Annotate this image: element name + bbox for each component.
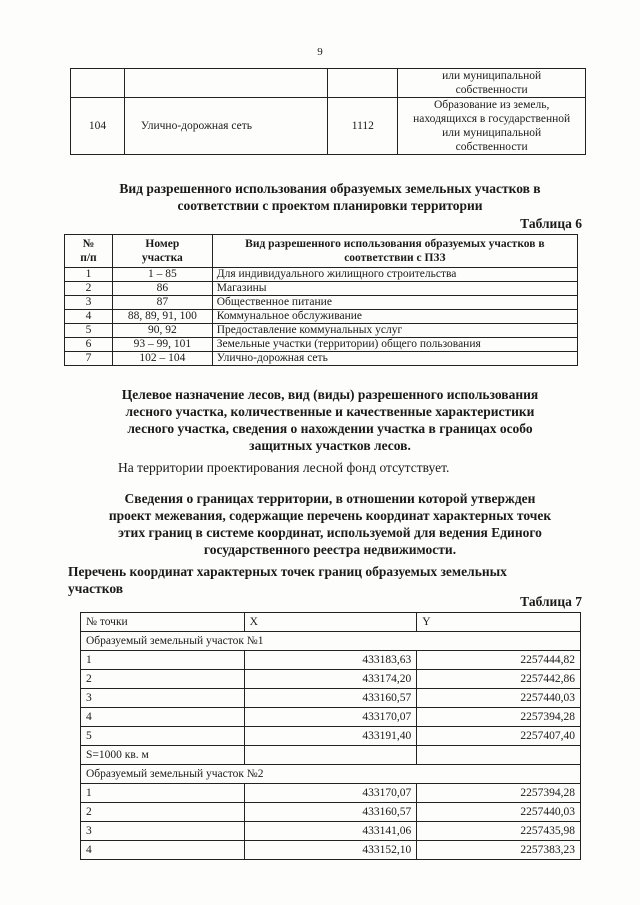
table-row [81, 727, 581, 746]
coords-heading [68, 563, 588, 597]
cell-x: 433160,57 [244, 689, 417, 708]
cell-use: Для индивидуального жилищного строительства [212, 268, 577, 282]
cell-n: 5 [65, 324, 113, 338]
cell-plots: 86 [112, 282, 212, 296]
cell-plots: 90, 92 [112, 324, 212, 338]
header-y: Y [417, 613, 581, 632]
cell-use: Коммунальное обслуживание [212, 310, 577, 324]
table-row [81, 689, 581, 708]
cell-n: 3 [65, 296, 113, 310]
heading-line: проект межевания, содержащие перечень координат характерных точек [108, 508, 552, 523]
cell-point: 3 [81, 689, 245, 708]
cell-x: 433183,63 [244, 651, 417, 670]
cell-x: 433141,06 [244, 822, 417, 841]
purpose-line: Образование из земель, [433, 99, 550, 111]
header-line: соответствии с ПЗЗ [344, 252, 446, 264]
cell-plots: 87 [112, 296, 212, 310]
table7-caption: Таблица 7 [520, 594, 582, 609]
cell-n: 4 [65, 310, 113, 324]
cell-purpose [398, 98, 586, 155]
area-row [81, 746, 581, 765]
plot1-title: Образуемый земельный участок №1 [81, 632, 581, 651]
table-row [65, 310, 578, 324]
cell-plots: 93 – 99, 101 [112, 338, 212, 352]
cell-x: 433174,20 [244, 670, 417, 689]
heading-land-use [60, 180, 600, 214]
cell-num [71, 69, 125, 98]
coordinates-table [80, 612, 581, 860]
page-number: 9 [317, 46, 323, 58]
cell-x: 433170,07 [244, 708, 417, 727]
plot1-area: S=1000 кв. м [81, 746, 245, 765]
cell-point: 3 [81, 822, 245, 841]
heading-line: Целевое назначение лесов, вид (виды) разрешенного использования [121, 387, 539, 402]
cell-y: 2257435,98 [417, 822, 581, 841]
plot-title-row [81, 765, 581, 784]
table-row [81, 784, 581, 803]
header-point: № точки [81, 613, 245, 632]
prev-table [70, 68, 586, 155]
cell-plots: 1 – 85 [112, 268, 212, 282]
header-line: Номер [145, 238, 180, 250]
heading-line: лесного участка, сведения о нахождении участка в границах особо [127, 421, 533, 436]
header-plot [112, 235, 212, 268]
cell-x: 433191,40 [244, 727, 417, 746]
table-header-row [81, 613, 581, 632]
empty-cell [244, 746, 417, 765]
cell-n: 2 [65, 282, 113, 296]
cell-y: 2257442,86 [417, 670, 581, 689]
cell-name [124, 69, 328, 98]
cell-y: 2257440,03 [417, 689, 581, 708]
cell-use: Предоставление коммунальных услуг [212, 324, 577, 338]
cell-n: 1 [65, 268, 113, 282]
purpose-line: находящихся в государственной [413, 113, 571, 125]
heading-line: Вид разрешенного использования образуемых земельных участков в [119, 181, 541, 196]
purpose-line: собственности [455, 84, 528, 96]
cell-y: 2257383,23 [417, 841, 581, 860]
cell-use: Земельные участки (территории) общего пользования [212, 338, 577, 352]
purpose-line: или муниципальной [442, 70, 542, 82]
table-row [71, 69, 586, 98]
cell-x: 433160,57 [244, 803, 417, 822]
cell-point: 4 [81, 841, 245, 860]
table-row [65, 268, 578, 282]
table-row [65, 352, 578, 366]
cell-y: 2257394,28 [417, 708, 581, 727]
cell-plots: 88, 89, 91, 100 [112, 310, 212, 324]
cell-purpose [398, 69, 586, 98]
cell-point: 2 [81, 670, 245, 689]
table-header-row [65, 235, 578, 268]
plot2-title: Образуемый земельный участок №2 [81, 765, 581, 784]
table-row [65, 338, 578, 352]
cell-plots: 102 – 104 [112, 352, 212, 366]
cell-area: 1112 [328, 98, 398, 155]
cell-n: 6 [65, 338, 113, 352]
cell-use: Магазины [212, 282, 577, 296]
heading-line: соответствии с проектом планировки территории [177, 198, 483, 213]
cell-y: 2257407,40 [417, 727, 581, 746]
table-row [81, 708, 581, 727]
forest-text: На территории проектирования лесной фонд отсутствует. [118, 460, 450, 475]
header-use [212, 235, 577, 268]
heading-line: лесного участка, количественные и качественные характеристики [125, 404, 535, 419]
table-row [81, 670, 581, 689]
heading-borders [60, 490, 600, 558]
purpose-line: собственности [455, 141, 528, 153]
cell-point: 4 [81, 708, 245, 727]
cell-y: 2257444,82 [417, 651, 581, 670]
cell-y: 2257440,03 [417, 803, 581, 822]
purpose-line: или муниципальной [442, 127, 542, 139]
table-row [81, 803, 581, 822]
cell-point: 1 [81, 784, 245, 803]
table-row [81, 822, 581, 841]
cell-area [328, 69, 398, 98]
header-x: X [244, 613, 417, 632]
table6-caption: Таблица 6 [520, 216, 582, 231]
cell-use: Улично-дорожная сеть [212, 352, 577, 366]
table-row [65, 324, 578, 338]
table-row [65, 282, 578, 296]
cell-point: 5 [81, 727, 245, 746]
heading-line: защитных участков лесов. [249, 438, 411, 453]
plot-title-row [81, 632, 581, 651]
heading-line: Сведения о границах территории, в отношении которой утвержден [124, 491, 536, 506]
table-row [65, 296, 578, 310]
cell-num: 104 [71, 98, 125, 155]
heading-line: этих границ в системе координат, используемой для ведения Единого [118, 525, 542, 540]
header-num [65, 235, 113, 268]
cell-x: 433170,07 [244, 784, 417, 803]
cell-name: Улично-дорожная сеть [124, 98, 328, 155]
heading-forest [60, 386, 600, 454]
header-line: п/п [80, 252, 97, 264]
header-line: Вид разрешенного использования образуемых участков в [245, 238, 545, 250]
land-use-table [64, 234, 578, 366]
heading-line: участков [68, 581, 124, 596]
cell-use: Общественное питание [212, 296, 577, 310]
cell-y: 2257394,28 [417, 784, 581, 803]
empty-cell [417, 746, 581, 765]
header-line: № [82, 238, 95, 250]
cell-point: 1 [81, 651, 245, 670]
cell-n: 7 [65, 352, 113, 366]
table-row [81, 651, 581, 670]
heading-line: Перечень координат характерных точек границ образуемых земельных [68, 564, 507, 579]
heading-line: государственного реестра недвижимости. [203, 542, 457, 557]
cell-x: 433152,10 [244, 841, 417, 860]
header-line: участка [141, 252, 183, 264]
table-row [81, 841, 581, 860]
table-row [71, 98, 586, 155]
cell-point: 2 [81, 803, 245, 822]
